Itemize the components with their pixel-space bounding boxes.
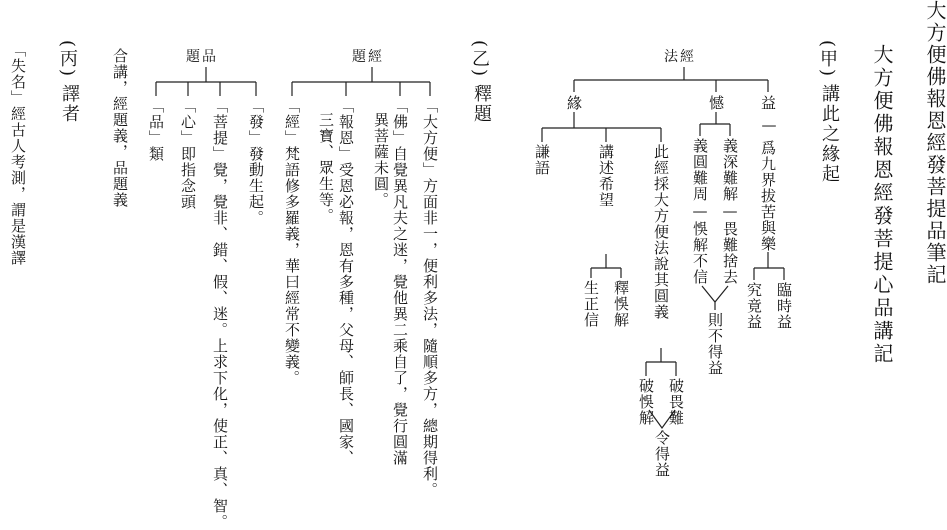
- tree-root-fajing: 法經: [664, 49, 696, 65]
- section-3-number: (丙): [57, 40, 78, 79]
- tijing-item-2-cont: 異菩薩未圓。: [372, 112, 390, 208]
- branch-yuan-col3: 謙語: [533, 144, 551, 176]
- page-title: 大方便佛報恩經發菩提心品講記: [870, 44, 894, 366]
- branch-yi-desc: 爲九界拔苦與樂: [759, 140, 777, 252]
- branch-yuan-col2: 講述希望: [597, 144, 615, 208]
- branch-yi-label: 益: [759, 95, 777, 111]
- tipin-item-1: 「發」發動生起。: [247, 98, 265, 226]
- tipin-item-4: 「品」類: [147, 98, 165, 162]
- section-1-heading: 講此之緣起: [819, 84, 840, 184]
- branch-han-result: 則不得益: [706, 312, 724, 376]
- branch-yi-dash: —: [760, 116, 778, 135]
- translator-text: 「失名」經古人考測，謂是漢譯: [9, 42, 27, 266]
- branch-han-label: 憾: [707, 95, 725, 111]
- branch-han-line2: 義圓難周—悞解不信: [691, 138, 709, 285]
- tree-root-tipin: 題品: [186, 49, 218, 65]
- branch-yuan-col1-a: 破畏難: [667, 378, 685, 426]
- branch-han-line1: 義深難解—畏難捨去: [721, 138, 739, 285]
- section-1-number: (甲): [817, 40, 838, 79]
- page-header: 大方便佛報恩經發菩提品筆記: [923, 0, 947, 286]
- tipin-item-3: 「心」即指念頭: [179, 98, 197, 210]
- tijing-item-4: 「經」梵語修多羅義，華曰經常不變義。: [283, 98, 301, 386]
- branch-yuan-col1-b: 破悞解: [637, 378, 655, 426]
- branch-yuan-col1-result: 令得益: [653, 430, 671, 478]
- branch-yuan-col2-b: 生正信: [582, 280, 600, 328]
- branch-yuan-col1: 此經採大方便法說其圓義: [652, 144, 670, 320]
- tree-root-tijing: 題經: [352, 49, 384, 65]
- branch-yi-item2: 究竟益: [745, 282, 763, 330]
- tijing-item-3-cont: 三寶、眾生等。: [317, 112, 335, 224]
- section-2-number: (乙): [469, 40, 490, 79]
- tipin-item-2: 「菩提」覺，覺非、錯、假、迷。上求下化，使正、真、智。: [211, 98, 229, 530]
- section-3-heading: 譯者: [59, 84, 80, 124]
- section-2-heading: 釋題: [471, 84, 492, 124]
- branch-yi-item1: 臨時益: [775, 282, 793, 330]
- branch-yuan-col2-a: 釋悞解: [612, 280, 630, 328]
- tipin-summary: 合講，經題義，品題義: [111, 48, 129, 208]
- branch-yuan-label: 緣: [565, 95, 583, 111]
- tijing-item-1: 「大方便」方面非一，便利多法，隨順多方，總期得利。: [421, 98, 439, 498]
- tijing-item-2: 「佛」自覺異凡夫之迷，覺他異二乘自了，覺行圓滿: [391, 98, 409, 466]
- tijing-item-3: 「報恩」受恩必報，恩有多種，父母、師長、國家、: [337, 98, 355, 466]
